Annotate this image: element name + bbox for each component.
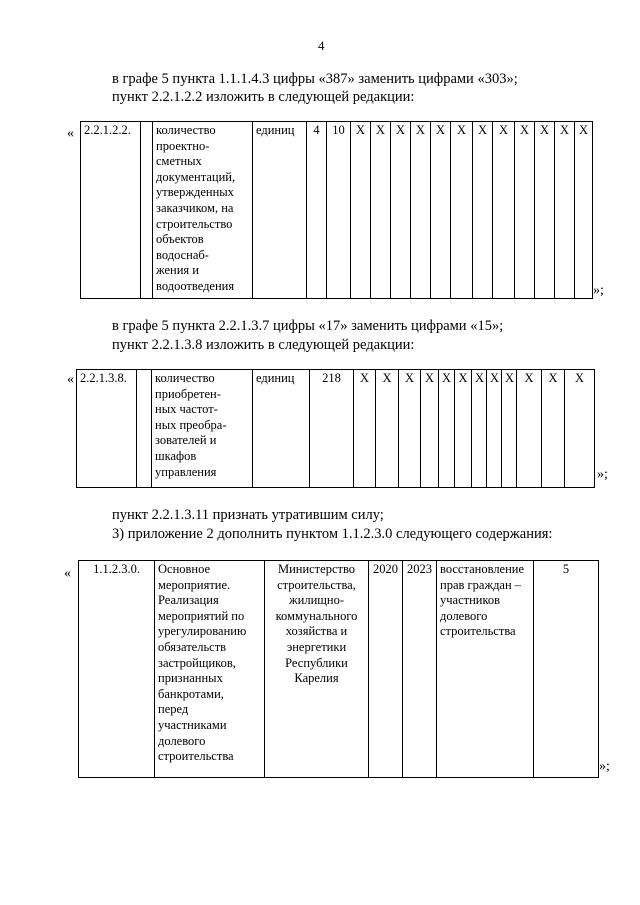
close-quote-2: »; bbox=[597, 467, 608, 482]
t2-x: X bbox=[542, 370, 565, 488]
t2-x: X bbox=[399, 370, 421, 488]
close-quote-1: »; bbox=[593, 283, 604, 298]
t1-x: X bbox=[351, 122, 371, 299]
t2-description: количество приобретен- ных частот- ных преобра- зователей и шкафов управления bbox=[152, 370, 253, 488]
t2-x: X bbox=[487, 370, 502, 488]
t2-x: X bbox=[439, 370, 455, 488]
t1-v1: 4 bbox=[307, 122, 327, 299]
t2-x: X bbox=[421, 370, 439, 488]
table-2-2-1-2-2 bbox=[80, 121, 593, 299]
close-quote-3: »; bbox=[599, 759, 610, 774]
t2-code: 2.2.1.3.8. bbox=[77, 370, 137, 488]
t3-result: восстановление прав граждан – участников долевого строительства bbox=[437, 561, 534, 778]
t2-x: X bbox=[376, 370, 399, 488]
t1-x: X bbox=[451, 122, 473, 299]
open-quote-2: « bbox=[67, 372, 74, 387]
t2-x: X bbox=[517, 370, 542, 488]
open-quote-3: « bbox=[64, 566, 71, 581]
t1-v2: 10 bbox=[327, 122, 351, 299]
t2-x: X bbox=[472, 370, 487, 488]
t2-empty bbox=[137, 370, 152, 488]
t3-year-start: 2020 bbox=[369, 561, 403, 778]
t2-x: X bbox=[354, 370, 376, 488]
t2-x: X bbox=[502, 370, 517, 488]
text-line-2: пункт 2.2.1.2.2 изложить в следующей редакции: bbox=[112, 89, 415, 105]
t3-code: 1.1.2.3.0. bbox=[79, 561, 155, 778]
t3-year-end: 2023 bbox=[403, 561, 437, 778]
t1-x: X bbox=[575, 122, 593, 299]
t2-x: X bbox=[565, 370, 595, 488]
t2-x: X bbox=[455, 370, 472, 488]
t3-measure: Основное мероприятие. Реализация мероприятий по урегулированию обязательств застройщиков, признанных банкротами, перед участниками долевого строительства bbox=[155, 561, 265, 778]
t1-x: X bbox=[473, 122, 493, 299]
t1-x: X bbox=[515, 122, 535, 299]
text-line-1: в графе 5 пункта 1.1.1.4.3 цифры «387» заменить цифрами «303»; bbox=[112, 71, 518, 87]
t2-v1: 218 bbox=[310, 370, 354, 488]
t2-unit: единиц bbox=[253, 370, 310, 488]
t1-x: X bbox=[431, 122, 451, 299]
table-2-2-1-3-8 bbox=[76, 369, 595, 488]
t1-empty bbox=[141, 122, 153, 299]
t1-x: X bbox=[535, 122, 555, 299]
page-number: 4 bbox=[318, 38, 325, 53]
t1-x: X bbox=[493, 122, 515, 299]
t3-executor: Министерство строительства, жилищно- коммунального хозяйства и энергетики Республики Карелия bbox=[265, 561, 369, 778]
t1-x: X bbox=[555, 122, 575, 299]
text-line-5: пункт 2.2.1.3.11 признать утратившим силу; bbox=[112, 507, 384, 523]
t1-description: количество проектно- сметных документаций, утвержденных заказчиком, на строительство объектов водоснаб- жения и водоотведения bbox=[153, 122, 253, 299]
t1-x: X bbox=[411, 122, 431, 299]
open-quote-1: « bbox=[67, 126, 74, 141]
text-line-4: пункт 2.2.1.3.8 изложить в следующей редакции: bbox=[112, 337, 415, 353]
text-line-6: 3) приложение 2 дополнить пунктом 1.1.2.3.0 следующего содержания: bbox=[112, 526, 553, 542]
t1-x: X bbox=[391, 122, 411, 299]
table-1-1-2-3-0 bbox=[78, 560, 599, 778]
text-line-3: в графе 5 пункта 2.2.1.3.7 цифры «17» заменить цифрами «15»; bbox=[112, 318, 504, 334]
t1-code: 2.2.1.2.2. bbox=[81, 122, 141, 299]
t1-x: X bbox=[371, 122, 391, 299]
t3-value: 5 bbox=[534, 561, 599, 778]
t1-unit: единиц bbox=[253, 122, 307, 299]
